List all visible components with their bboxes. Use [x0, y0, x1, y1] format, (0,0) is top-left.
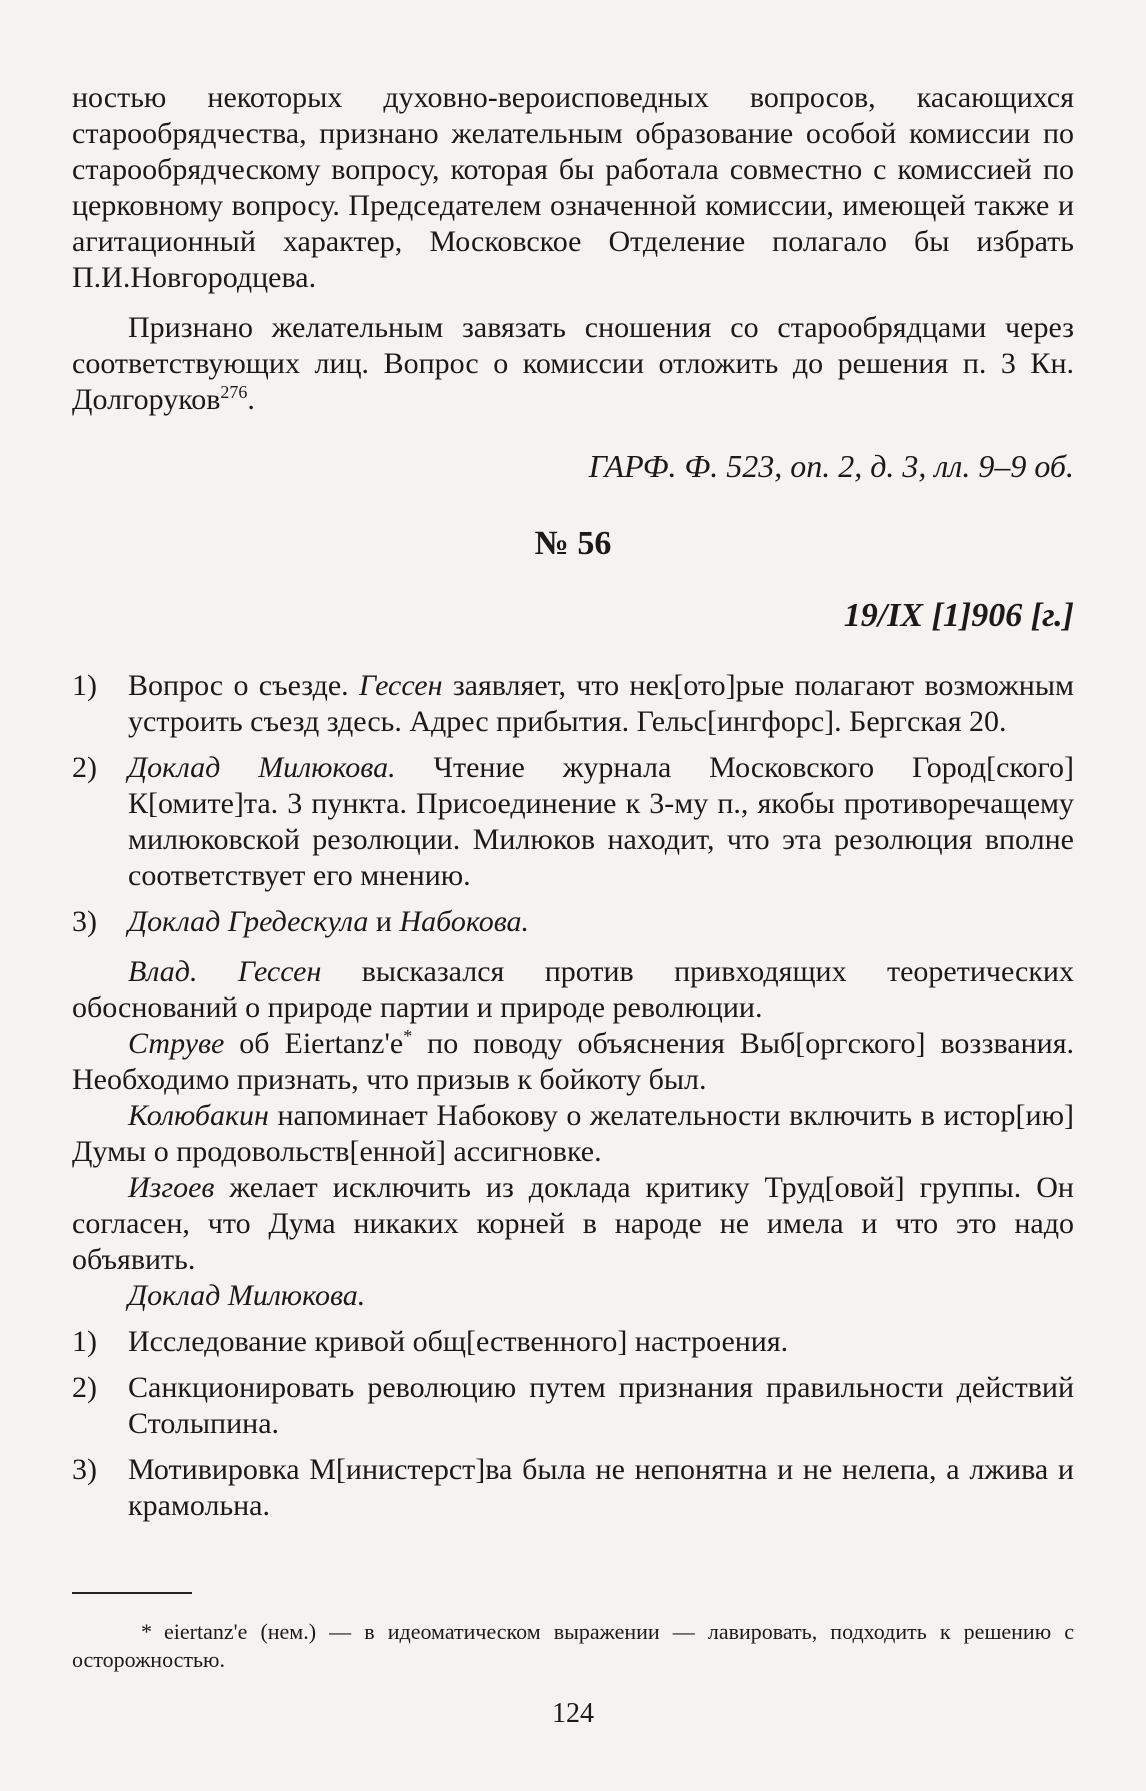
remark-paragraph: Изгоев желает исключить из доклада критику Труд[овой] группы. Он согласен, что Дума никаких корней в народе не имела и что это надо объявить.: [72, 1171, 1074, 1276]
footnote-ref-276: 276: [220, 382, 248, 402]
footnote-separator: [72, 1592, 192, 1594]
page-body: [72, 80, 1074, 1534]
page-number: 124: [552, 1698, 594, 1729]
remark-paragraph: Струве об Eiertanz'e* по поводу объяснения Выб[оргского] воззвания. Необходимо признать, что призыв к бойкоту был.: [72, 1026, 1074, 1096]
report-point: 3) Мотивировка М[инистерст]ва была не непонятна и не нелепа, а лжива и крамольна.: [72, 1453, 1074, 1522]
report-point: 2) Санкционировать революцию путем признания правильности действий Столыпина.: [72, 1371, 1074, 1440]
footnote: * eiertanz'e (нем.) — в идеоматическом выражении — лавировать, подходить к решению с осторожностью.: [72, 1619, 1074, 1672]
remark-paragraph: Влад. Гессен высказался против привходящих теоретических обоснований о природе партии и природе революции.: [72, 955, 1074, 1024]
agenda-item: 1) Вопрос о съезде. Гессен заявляет, что нек[ото]рые полагают возможным устроить съезд здесь. Адрес прибытия. Гельс[ингфорс]. Бергская 20.: [72, 669, 1074, 738]
archive-source-reference: ГАРФ. Ф. 523, оп. 2, д. 3, лл. 9–9 об.: [588, 448, 1074, 484]
report-point: 1) Исследование кривой общ[ественного] настроения.: [72, 1325, 789, 1358]
intro-paragraph: ностью некоторых духовно-вероисповедных вопросов, касающихся старообрядчества, признано желательным образование особой комиссии по старообрядческому вопросу, которая бы работала совместно с комиссией по церковному вопросу. Председателем означенной комиссии, имеющей также и агитационный характер, Московское Отделение полагало бы избрать П.И.Новгородцева.: [72, 81, 1074, 294]
footnote-ref-asterisk: *: [403, 1026, 413, 1046]
agenda-item: 3) Доклад Гредескула и Набокова.: [72, 905, 530, 938]
document-number: № 56: [534, 525, 612, 562]
agenda-item: 2) Доклад Милюкова. Чтение журнала Московского Город[ского] К[омите]та. 3 пункта. Присоединение к 3-му п., якобы противоречащему милюковской резолюции. Милюков находит, что эта резолюция вполне соответствует его мнению.: [72, 751, 1075, 892]
section-heading: Доклад Милюкова.: [128, 1279, 366, 1312]
intro-paragraph-2: Признано желательным завязать сношения со старообрядцами через соответствующих лиц. Вопрос о комиссии отложить до решения п. 3 Кн. Долгоруков$^{276}$.: [72, 311, 1074, 416]
document-date: 19/IX [1]906 [г.]: [843, 597, 1074, 634]
remark-paragraph: Колюбакин напоминает Набокову о желательности включить в истор[ию] Думы о продовольств[енной] ассигновке.: [72, 1099, 1074, 1168]
